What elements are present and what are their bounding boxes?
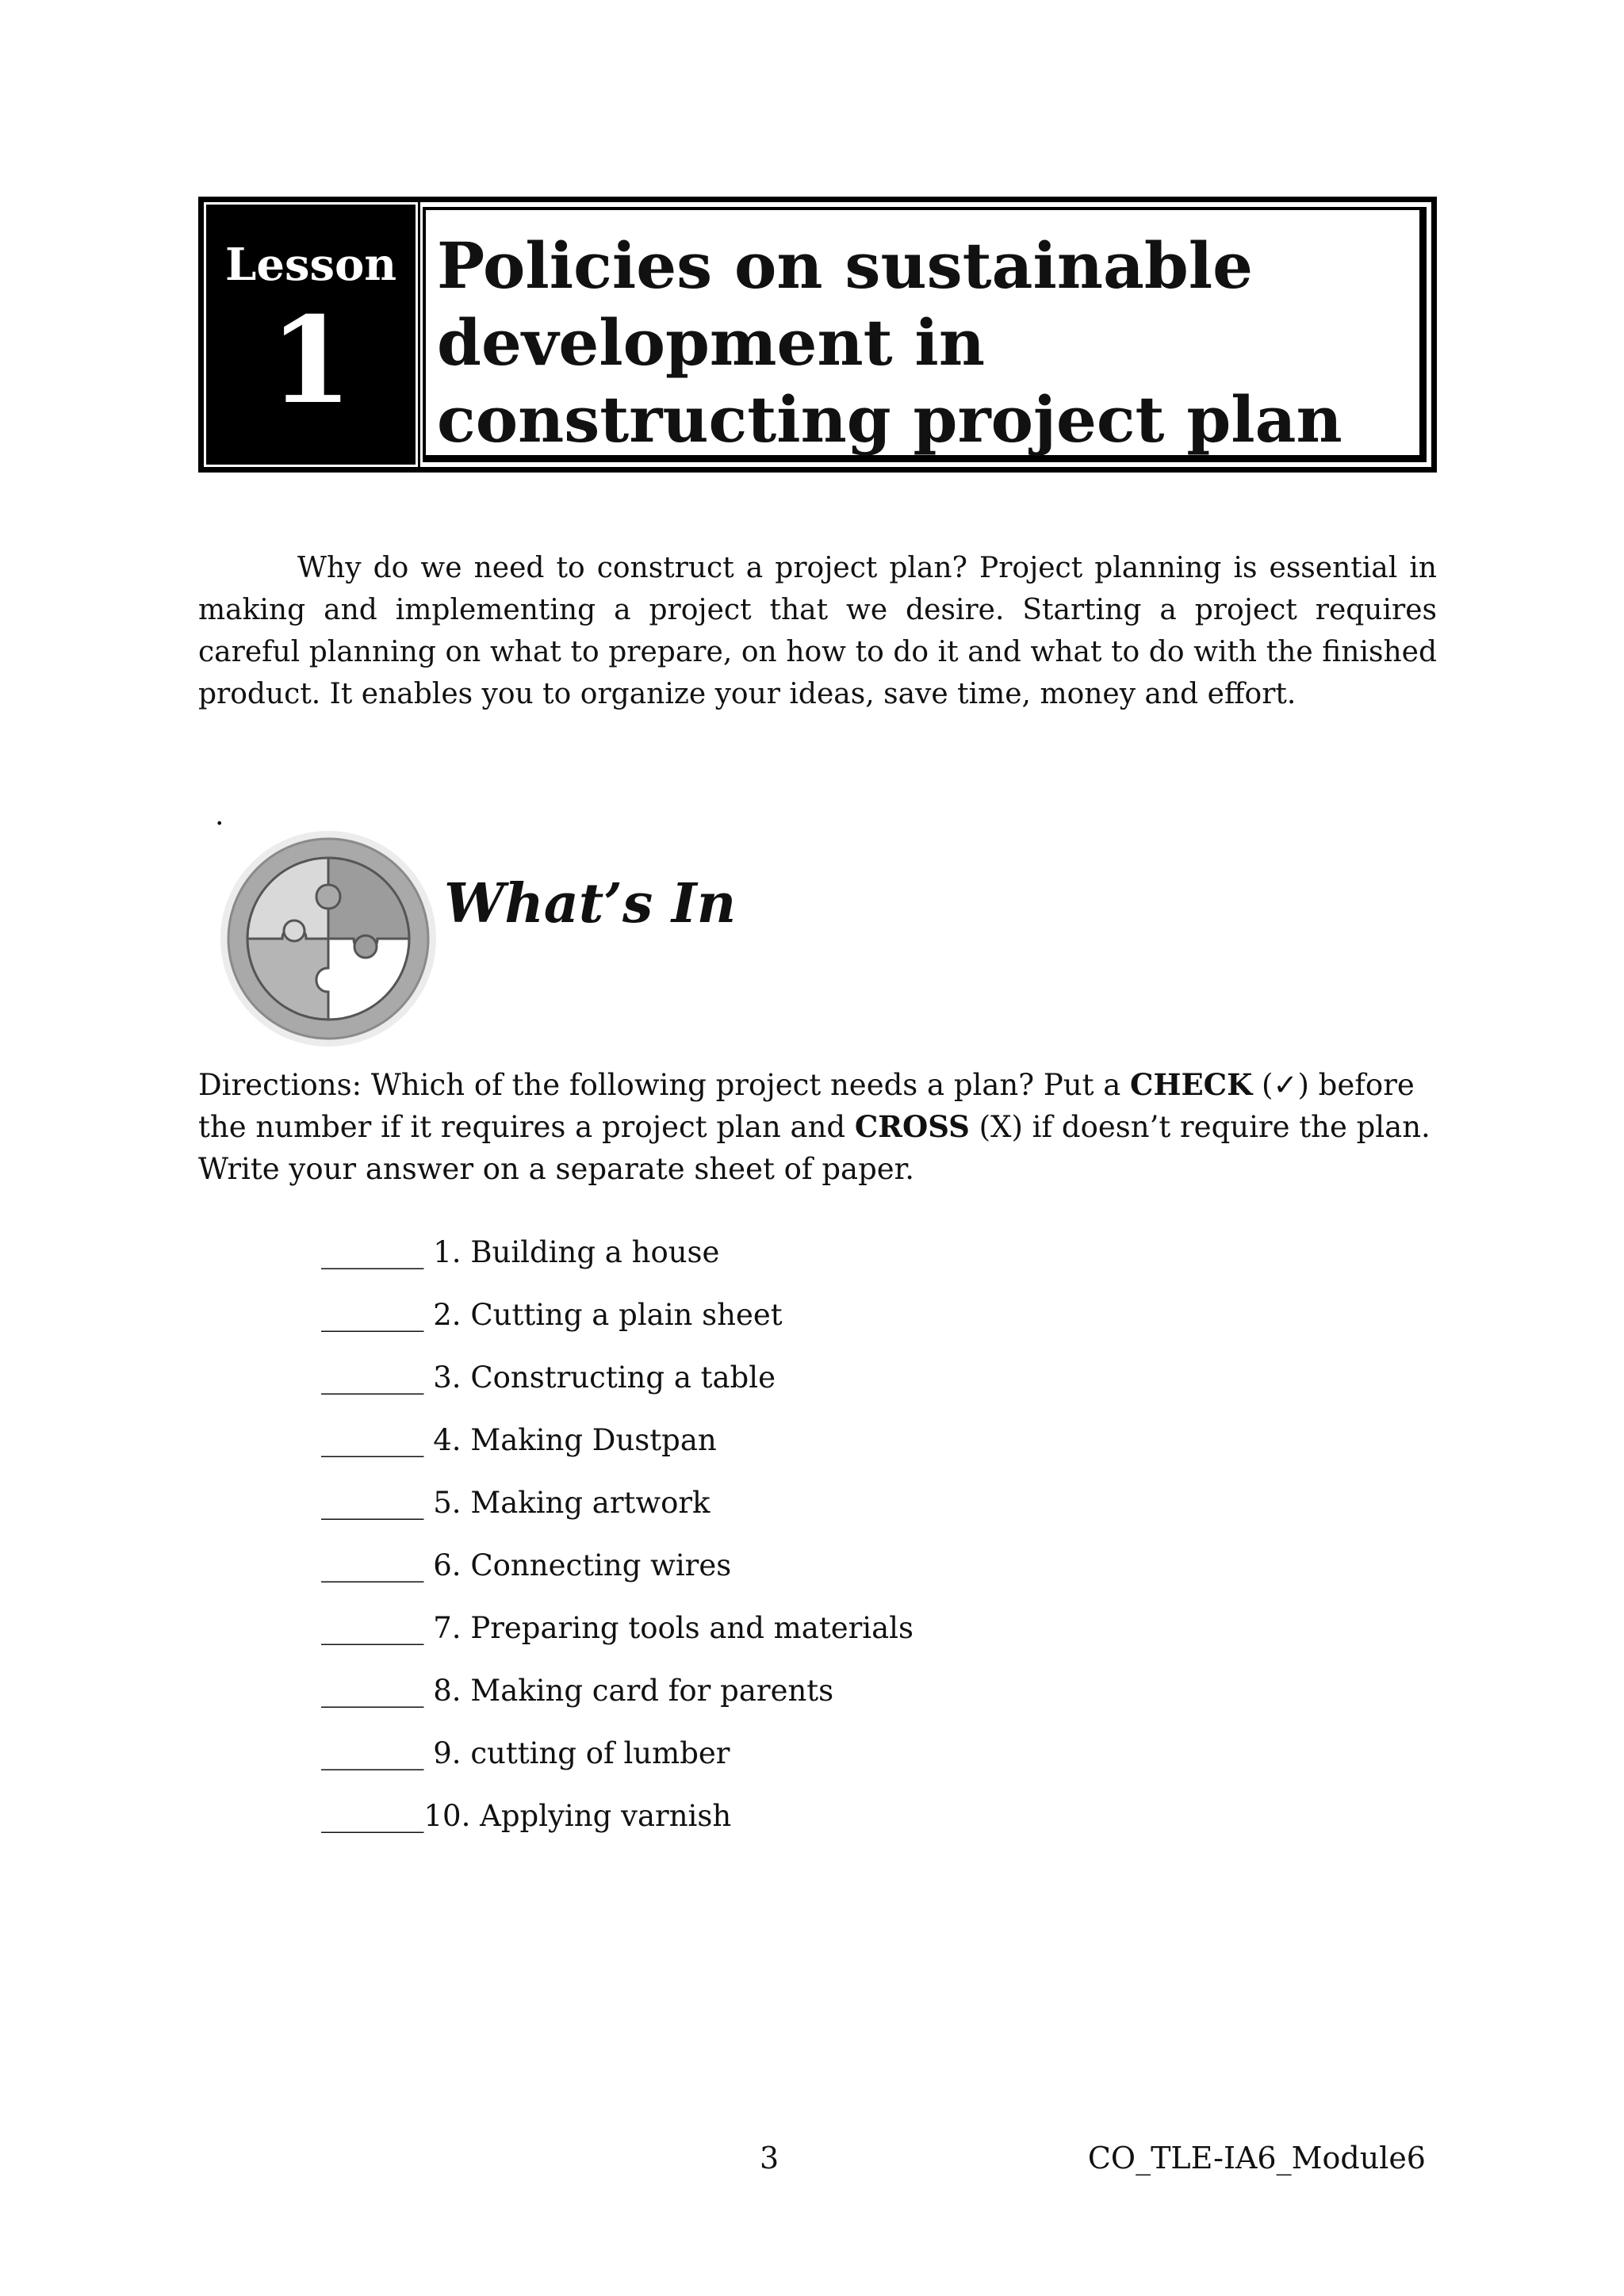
list-item: _______ 3. Constructing a table xyxy=(321,1360,776,1395)
list-item: _______ 5. Making artwork xyxy=(321,1486,710,1520)
list-item: _______ 4. Making Dustpan xyxy=(321,1423,717,1457)
list-item: _______ 7. Preparing tools and materials xyxy=(321,1611,914,1645)
list-item: _______ 2. Cutting a plain sheet xyxy=(321,1298,783,1332)
lesson-label: Lesson xyxy=(224,239,397,291)
lesson-number: 1 xyxy=(269,291,353,430)
lesson-title xyxy=(437,228,1419,458)
directions-text: Directions: Which of the following project needs a plan? Put a xyxy=(198,1068,1131,1102)
stray-dot: . xyxy=(215,799,224,832)
directions xyxy=(198,1064,1435,1190)
puzzle-icon xyxy=(219,829,438,1048)
lesson-header xyxy=(198,197,1437,473)
directions-text: (✓) before the number if it requires a project plan and xyxy=(198,1068,1415,1144)
page-number: 3 xyxy=(760,2141,779,2175)
lesson-badge xyxy=(204,202,418,467)
list-item: _______ 9. cutting of lumber xyxy=(321,1736,730,1770)
intro-paragraph xyxy=(198,547,1437,715)
section-heading: What’s In xyxy=(444,872,737,936)
check-label: CHECK xyxy=(1130,1067,1253,1102)
lesson-title-line: development in xyxy=(437,305,985,380)
module-code: CO_TLE-IA6_Module6 xyxy=(1087,2141,1426,2175)
list-item: _______10. Applying varnish xyxy=(321,1799,732,1833)
item-list xyxy=(321,1234,914,1860)
intro-text: Why do we need to construct a project plan? Project planning is essential in making and implementing a project that we desire. Starting a project requires careful planning on what to prepare, on how to do it and what to do with the finished product. It enables you to organize your ideas, save time, money and effort. xyxy=(198,552,1437,710)
list-item: _______ 6. Connecting wires xyxy=(321,1548,732,1582)
lesson-title-line: constructing project plan xyxy=(437,382,1342,457)
directions-text: (X) if doesn’t require the plan. Write your answer on a separate sheet of paper. xyxy=(198,1110,1431,1186)
lesson-title-line: Policies on sustainable xyxy=(437,228,1254,303)
lesson-title-box xyxy=(423,207,1427,462)
cross-label: CROSS xyxy=(854,1109,970,1144)
list-item: _______ 8. Making card for parents xyxy=(321,1674,834,1708)
list-item: _______ 1. Building a house xyxy=(321,1235,720,1269)
